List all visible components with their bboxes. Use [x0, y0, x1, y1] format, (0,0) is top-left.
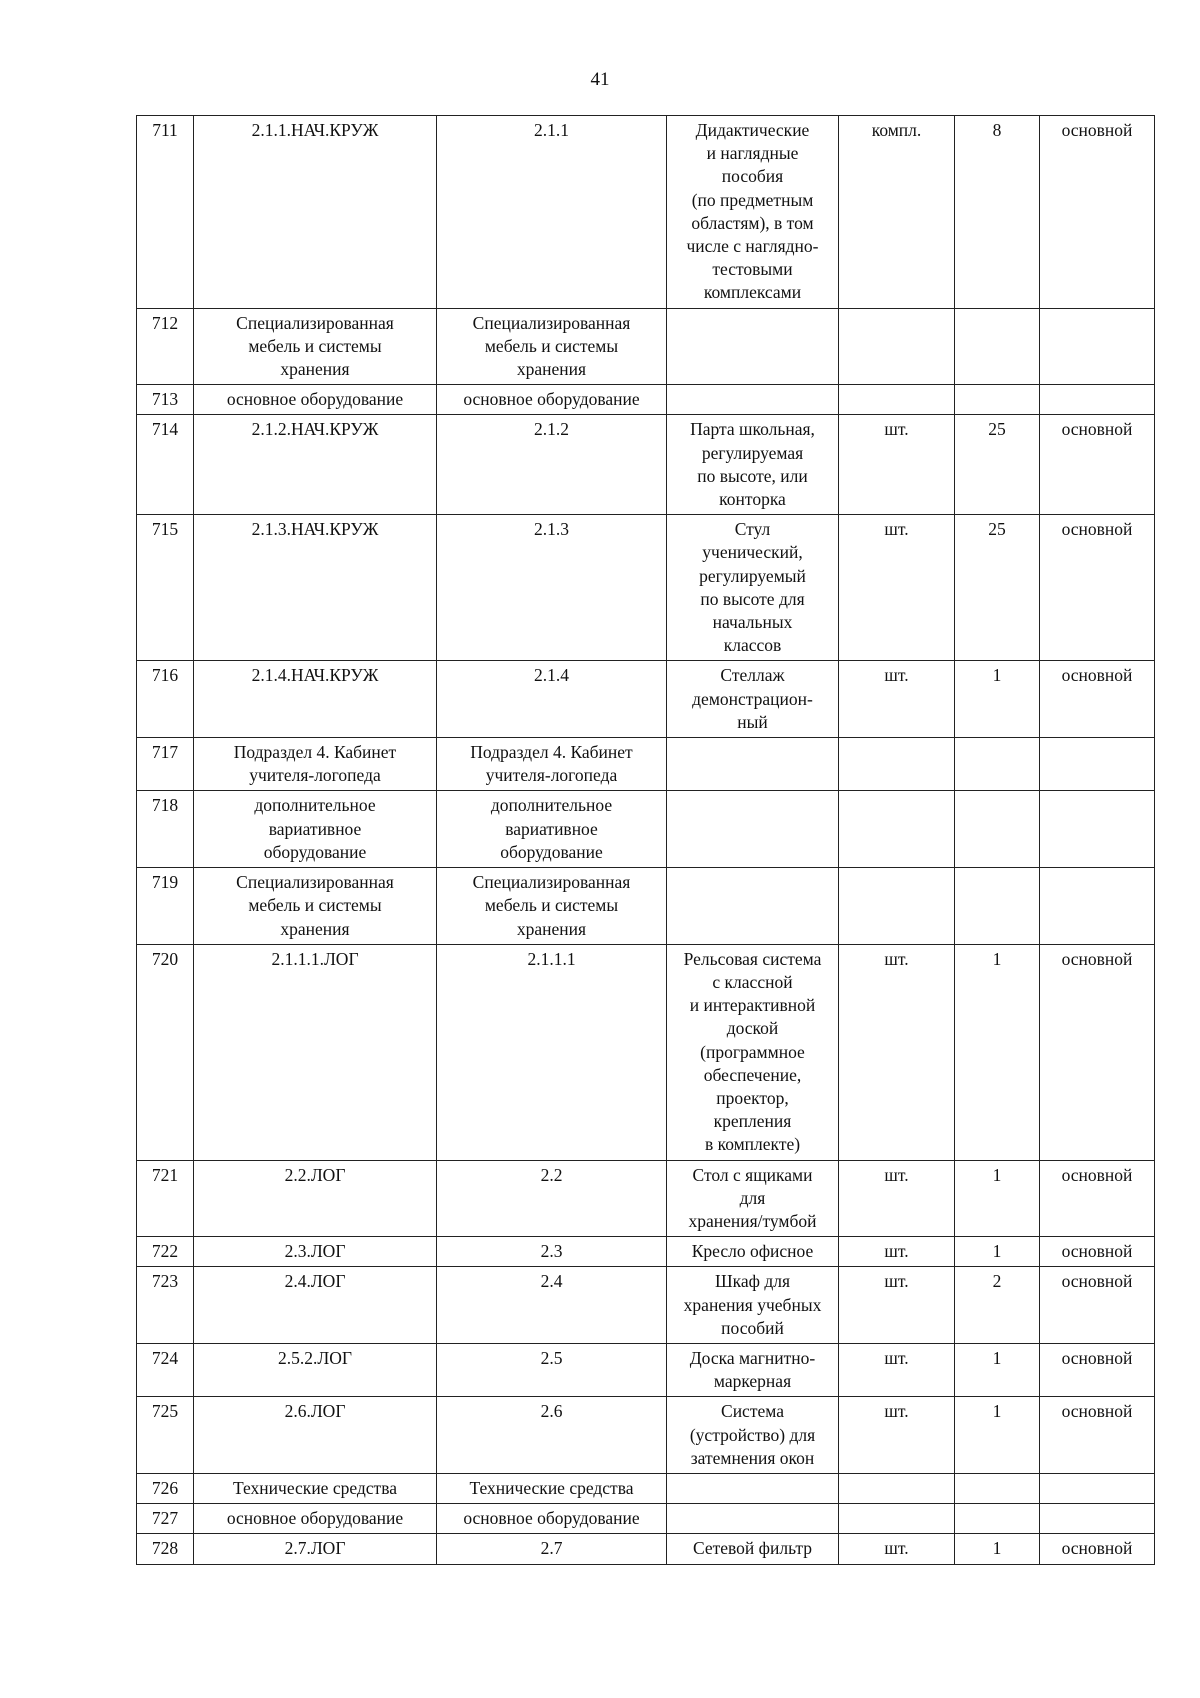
cell-text-line: Система: [721, 1401, 784, 1422]
quantity-cell: 25: [955, 415, 1040, 515]
cell-text-line: учителя-логопеда: [249, 765, 381, 786]
unit-cell: шт.: [839, 415, 955, 515]
quantity-cell: [955, 385, 1040, 415]
row-number-cell: 716: [137, 661, 194, 738]
quantity-cell: 8: [955, 116, 1040, 309]
equipment-type-cell: основной: [1040, 1343, 1155, 1396]
section-cell: 2.2: [437, 1160, 667, 1237]
equipment-type-cell: основной: [1040, 1160, 1155, 1237]
item-name-cell: Кресло офисное: [667, 1237, 839, 1267]
cell-text-line: учителя-логопеда: [485, 765, 618, 786]
section-cell: 2.1.3: [437, 515, 667, 661]
equipment-type-cell: [1040, 1473, 1155, 1503]
equipment-type-cell: основной: [1040, 661, 1155, 738]
cell-text-line: комплексами: [703, 282, 802, 303]
item-name-cell: [667, 791, 839, 868]
cell-text-line: по высоте, или: [697, 465, 808, 486]
section-cell: 2.5: [437, 1343, 667, 1396]
item-name-cell: Сетевой фильтр: [667, 1534, 839, 1564]
cell-text-line: Специализированная: [236, 872, 394, 893]
code-cell: [194, 791, 437, 868]
code-cell: 2.1.1.НАЧ.КРУЖ: [194, 116, 437, 309]
table-row: [137, 791, 1155, 868]
code-cell: [194, 868, 437, 945]
cell-text-line: вариативное: [505, 818, 598, 839]
unit-cell: шт.: [839, 1160, 955, 1237]
quantity-cell: [955, 738, 1040, 791]
equipment-type-cell: основной: [1040, 415, 1155, 515]
quantity-cell: 1: [955, 1160, 1040, 1237]
cell-text-line: Стол с ящиками: [692, 1164, 813, 1185]
cell-text-line: Стул: [734, 519, 771, 540]
equipment-type-cell: [1040, 868, 1155, 945]
quantity-cell: [955, 791, 1040, 868]
code-cell: основное оборудование: [194, 385, 437, 415]
item-name-cell: [667, 944, 839, 1160]
cell-text-line: пособия: [721, 166, 784, 187]
row-number-cell: 713: [137, 385, 194, 415]
cell-text-line: Парта школьная,: [690, 419, 815, 440]
cell-text-line: оборудование: [500, 841, 603, 862]
table-row: [137, 1534, 1155, 1564]
cell-text-line: областям), в том: [691, 212, 814, 233]
section-cell: 2.1.4: [437, 661, 667, 738]
row-number-cell: 723: [137, 1267, 194, 1344]
code-cell: основное оборудование: [194, 1504, 437, 1534]
quantity-cell: 1: [955, 944, 1040, 1160]
equipment-type-cell: [1040, 738, 1155, 791]
code-cell: 2.2.ЛОГ: [194, 1160, 437, 1237]
cell-text-line: затемнения окон: [690, 1447, 815, 1468]
cell-text-line: мебель и системы: [248, 895, 382, 916]
cell-text-line: классов: [723, 635, 782, 656]
cell-text-line: (по предметным: [691, 189, 814, 210]
table-row: [137, 1473, 1155, 1503]
quantity-cell: 25: [955, 515, 1040, 661]
cell-text-line: хранения учебных: [683, 1294, 822, 1315]
row-number-cell: 717: [137, 738, 194, 791]
row-number-cell: 724: [137, 1343, 194, 1396]
cell-text-line: для: [739, 1187, 766, 1208]
unit-cell: [839, 1504, 955, 1534]
section-cell: 2.1.1: [437, 116, 667, 309]
quantity-cell: 1: [955, 1237, 1040, 1267]
row-number-cell: 725: [137, 1397, 194, 1474]
code-cell: [194, 308, 437, 385]
section-cell: основное оборудование: [437, 385, 667, 415]
cell-text-line: хранения: [280, 359, 350, 380]
item-name-cell: [667, 1397, 839, 1474]
quantity-cell: 2: [955, 1267, 1040, 1344]
cell-text-line: и интерактивной: [689, 995, 816, 1016]
item-name-cell: [667, 116, 839, 309]
page-number: 41: [590, 69, 610, 90]
unit-cell: шт.: [839, 661, 955, 738]
cell-text-line: в комплекте): [704, 1134, 801, 1155]
section-cell: [437, 308, 667, 385]
table-row: [137, 308, 1155, 385]
table-row: [137, 1160, 1155, 1237]
item-name-cell: [667, 308, 839, 385]
cell-text-line: (программное: [700, 1041, 805, 1062]
table-body: [137, 116, 1155, 1565]
section-cell: 2.1.1.1: [437, 944, 667, 1160]
cell-text-line: Подраздел 4. Кабинет: [470, 742, 633, 763]
cell-text-line: мебель и системы: [484, 335, 619, 356]
unit-cell: шт.: [839, 944, 955, 1160]
cell-text-line: числе с наглядно-: [686, 236, 819, 257]
item-name-cell: [667, 661, 839, 738]
cell-text-line: демонстрацион-: [692, 688, 813, 709]
table-row: [137, 661, 1155, 738]
code-cell: 2.6.ЛОГ: [194, 1397, 437, 1474]
quantity-cell: [955, 1473, 1040, 1503]
row-number-cell: 726: [137, 1473, 194, 1503]
table-row: [137, 415, 1155, 515]
cell-text-line: маркерная: [713, 1371, 792, 1392]
row-number-cell: 712: [137, 308, 194, 385]
unit-cell: шт.: [839, 1397, 955, 1474]
row-number-cell: 715: [137, 515, 194, 661]
section-cell: [437, 868, 667, 945]
cell-text-line: Дидактические: [695, 120, 810, 140]
equipment-type-cell: основной: [1040, 1267, 1155, 1344]
row-number-cell: 714: [137, 415, 194, 515]
cell-text-line: регулируемый: [699, 565, 806, 586]
row-number-cell: 728: [137, 1534, 194, 1564]
code-cell: 2.7.ЛОГ: [194, 1534, 437, 1564]
unit-cell: шт.: [839, 1343, 955, 1396]
row-number-cell: 711: [137, 116, 194, 309]
item-name-cell: [667, 515, 839, 661]
unit-cell: [839, 868, 955, 945]
cell-text-line: Подраздел 4. Кабинет: [233, 742, 397, 763]
equipment-type-cell: [1040, 1504, 1155, 1534]
row-number-cell: 722: [137, 1237, 194, 1267]
quantity-cell: [955, 308, 1040, 385]
unit-cell: [839, 308, 955, 385]
code-cell: 2.1.1.1.ЛОГ: [194, 944, 437, 1160]
quantity-cell: 1: [955, 661, 1040, 738]
item-name-cell: [667, 1473, 839, 1503]
row-number-cell: 720: [137, 944, 194, 1160]
cell-text-line: обеспечение,: [703, 1064, 802, 1085]
item-name-cell: [667, 1504, 839, 1534]
cell-text-line: Специализированная: [472, 872, 631, 893]
table-row: [137, 944, 1155, 1160]
cell-text-line: тестовыми: [712, 259, 793, 280]
section-cell: 2.4: [437, 1267, 667, 1344]
unit-cell: компл.: [839, 116, 955, 309]
cell-text-line: хранения: [516, 918, 587, 939]
item-name-cell: [667, 1160, 839, 1237]
code-cell: Технические средства: [194, 1473, 437, 1503]
cell-text-line: проектор,: [716, 1087, 789, 1108]
cell-text-line: доской: [726, 1018, 779, 1039]
item-name-cell: [667, 738, 839, 791]
cell-text-line: и наглядные: [706, 143, 799, 164]
quantity-cell: [955, 868, 1040, 945]
table-row: [137, 385, 1155, 415]
cell-text-line: Рельсовая система: [683, 948, 822, 969]
cell-text-line: Доска магнитно-: [689, 1347, 816, 1368]
cell-text-line: оборудование: [263, 841, 367, 862]
equipment-type-cell: основной: [1040, 116, 1155, 309]
cell-text-line: ученический,: [702, 542, 803, 563]
cell-text-line: по высоте для: [700, 588, 805, 609]
equipment-table: [136, 115, 1155, 1565]
item-name-cell: [667, 1343, 839, 1396]
row-number-cell: 719: [137, 868, 194, 945]
cell-text-line: Шкаф для: [714, 1271, 791, 1292]
unit-cell: шт.: [839, 1267, 955, 1344]
code-cell: 2.1.2.НАЧ.КРУЖ: [194, 415, 437, 515]
code-cell: 2.4.ЛОГ: [194, 1267, 437, 1344]
cell-text-line: крепления: [713, 1111, 792, 1132]
unit-cell: шт.: [839, 1534, 955, 1564]
cell-text-line: дополнительное: [254, 795, 376, 816]
row-number-cell: 718: [137, 791, 194, 868]
cell-text-line: Стеллаж: [720, 665, 785, 686]
code-cell: 2.5.2.ЛОГ: [194, 1343, 437, 1396]
section-cell: [437, 791, 667, 868]
code-cell: 2.3.ЛОГ: [194, 1237, 437, 1267]
table-row: [137, 1343, 1155, 1396]
cell-text-line: дополнительное: [490, 795, 613, 816]
cell-text-line: начальных: [712, 612, 793, 633]
quantity-cell: 1: [955, 1534, 1040, 1564]
equipment-type-cell: основной: [1040, 1397, 1155, 1474]
cell-text-line: (устройство) для: [689, 1424, 816, 1445]
unit-cell: [839, 385, 955, 415]
unit-cell: [839, 1473, 955, 1503]
quantity-cell: 1: [955, 1343, 1040, 1396]
section-cell: [437, 738, 667, 791]
row-number-cell: 727: [137, 1504, 194, 1534]
cell-text-line: Специализированная: [236, 312, 394, 333]
section-cell: 2.7: [437, 1534, 667, 1564]
section-cell: 2.6: [437, 1397, 667, 1474]
equipment-type-cell: основной: [1040, 944, 1155, 1160]
unit-cell: шт.: [839, 1237, 955, 1267]
cell-text-line: мебель и системы: [484, 895, 619, 916]
quantity-cell: [955, 1504, 1040, 1534]
row-number-cell: 721: [137, 1160, 194, 1237]
table-row: [137, 868, 1155, 945]
equipment-type-cell: [1040, 385, 1155, 415]
table-row: [137, 1397, 1155, 1474]
equipment-type-cell: [1040, 308, 1155, 385]
unit-cell: [839, 738, 955, 791]
cell-text-line: хранения: [516, 359, 587, 380]
cell-text-line: конторка: [719, 489, 786, 510]
table-row: [137, 738, 1155, 791]
table-row: [137, 1237, 1155, 1267]
cell-text-line: ный: [737, 711, 768, 732]
table-row: [137, 1504, 1155, 1534]
cell-text-line: с классной: [712, 971, 793, 992]
equipment-type-cell: основной: [1040, 1534, 1155, 1564]
cell-text-line: Специализированная: [472, 312, 631, 333]
cell-text-line: хранения: [280, 918, 350, 939]
cell-text-line: мебель и системы: [248, 335, 382, 356]
code-cell: 2.1.3.НАЧ.КРУЖ: [194, 515, 437, 661]
cell-text-line: регулируемая: [701, 442, 804, 463]
table-row: [137, 1267, 1155, 1344]
cell-text-line: пособий: [721, 1317, 784, 1338]
code-cell: 2.1.4.НАЧ.КРУЖ: [194, 661, 437, 738]
equipment-type-cell: основной: [1040, 515, 1155, 661]
item-name-cell: [667, 415, 839, 515]
item-name-cell: [667, 1267, 839, 1344]
equipment-type-cell: основной: [1040, 1237, 1155, 1267]
section-cell: Технические средства: [437, 1473, 667, 1503]
quantity-cell: 1: [955, 1397, 1040, 1474]
section-cell: основное оборудование: [437, 1504, 667, 1534]
table-row: [137, 116, 1155, 309]
section-cell: 2.1.2: [437, 415, 667, 515]
equipment-type-cell: [1040, 791, 1155, 868]
cell-text-line: хранения/тумбой: [688, 1210, 817, 1231]
table-row: [137, 515, 1155, 661]
section-cell: 2.3: [437, 1237, 667, 1267]
cell-text-line: вариативное: [268, 818, 362, 839]
unit-cell: шт.: [839, 515, 955, 661]
code-cell: [194, 738, 437, 791]
unit-cell: [839, 791, 955, 868]
item-name-cell: [667, 385, 839, 415]
item-name-cell: [667, 868, 839, 945]
